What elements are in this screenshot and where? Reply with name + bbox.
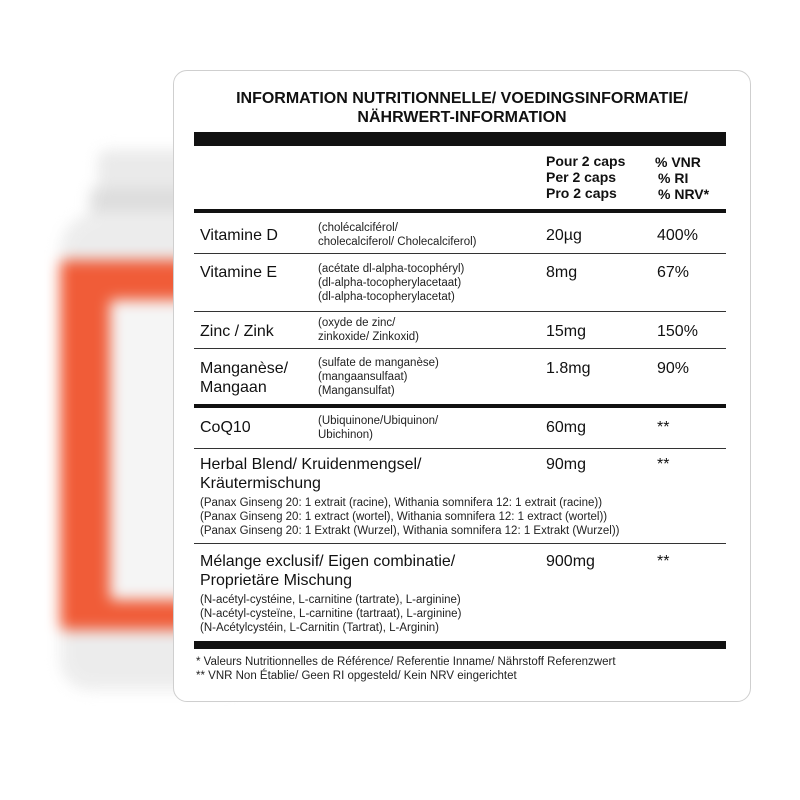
row-sub: (sulfate de manganèse) bbox=[318, 357, 439, 369]
row-sub: (mangaansulfaat) bbox=[318, 371, 408, 383]
row-amount: 60mg bbox=[546, 419, 587, 436]
row-amount: 900mg bbox=[546, 553, 595, 570]
header-pct-fr: % VNR bbox=[655, 154, 701, 170]
row-percent: ** bbox=[657, 419, 670, 436]
header-per-de: Pro 2 caps bbox=[546, 185, 617, 201]
row-sub: (cholécalciférol/ bbox=[318, 222, 398, 234]
bottom-rule bbox=[194, 641, 726, 649]
top-rule bbox=[194, 132, 726, 146]
panel-title bbox=[194, 89, 730, 127]
row-amount: 8mg bbox=[546, 264, 578, 281]
row-name: Herbal Blend/ Kruidenmengsel/ bbox=[200, 456, 422, 473]
row-percent: 90% bbox=[657, 360, 690, 377]
row-name: Kräutermischung bbox=[200, 475, 321, 492]
row-note: (Panax Ginseng 20: 1 extract (wortel), Withania somnifera 12: 1 extract (wortel)) bbox=[200, 511, 608, 523]
footnote: ** VNR Non Établie/ Geen RI opgesteld/ Kein NRV eingerichtet bbox=[196, 670, 517, 682]
row-percent: 400% bbox=[657, 227, 698, 244]
row-percent: 67% bbox=[657, 264, 690, 281]
section-rule bbox=[194, 404, 726, 408]
row-name: Manganèse/ bbox=[200, 360, 289, 377]
title-line-1: INFORMATION NUTRITIONNELLE/ VOEDINGSINFORMATIE/ bbox=[236, 90, 688, 107]
row-sub: (oxyde de zinc/ bbox=[318, 317, 396, 329]
header-pct-nl: % RI bbox=[658, 170, 689, 186]
row-percent: ** bbox=[657, 456, 670, 473]
row-name: Vitamine D bbox=[200, 227, 278, 244]
row-amount: 90mg bbox=[546, 456, 587, 473]
row-name: CoQ10 bbox=[200, 419, 251, 436]
row-sub: (Mangansulfat) bbox=[318, 385, 395, 397]
row-note: (Panax Ginseng 20: 1 Extrakt (Wurzel), Withania somnifera 12: 1 Extrakt (Wurzel)) bbox=[200, 525, 620, 537]
row-sub: (acétate dl-alpha-tocophéryl) bbox=[318, 263, 465, 275]
row-sub: cholecalciferol/ Cholecalciferol) bbox=[318, 236, 477, 248]
row-note: (N-Acétylcystéin, L-Carnitin (Tartrat), L-Arginin) bbox=[200, 622, 440, 634]
row-divider bbox=[194, 348, 726, 349]
row-sub: Ubichinon) bbox=[318, 429, 373, 441]
row-note: (N-acétyl-cysteïne, L-carnitine (tartraat), L-arginine) bbox=[200, 608, 462, 620]
row-percent: ** bbox=[657, 553, 670, 570]
header-rule bbox=[194, 209, 726, 213]
row-divider bbox=[194, 448, 726, 449]
row-divider bbox=[194, 253, 726, 254]
row-name: Proprietäre Mischung bbox=[200, 572, 353, 589]
nutrition-panel bbox=[173, 70, 751, 702]
row-note: (N-acétyl-cystéine, L-carnitine (tartrate), L-arginine) bbox=[200, 594, 461, 606]
header-per-nl: Per 2 caps bbox=[546, 169, 617, 185]
row-name: Mélange exclusif/ Eigen combinatie/ bbox=[200, 553, 456, 570]
row-amount: 20µg bbox=[546, 227, 582, 244]
title-line-2: NÄHRWERT-INFORMATION bbox=[357, 109, 567, 126]
row-divider bbox=[194, 311, 726, 312]
row-name: Mangaan bbox=[200, 379, 267, 396]
row-name: Vitamine E bbox=[200, 264, 278, 281]
row-amount: 15mg bbox=[546, 323, 587, 340]
row-sub: (dl-alpha-tocopherylacetat) bbox=[318, 291, 455, 303]
row-sub: (dl-alpha-tocopherylacetaat) bbox=[318, 277, 462, 289]
row-note: (Panax Ginseng 20: 1 extrait (racine), Withania somnifera 12: 1 extrait (racine)) bbox=[200, 497, 603, 509]
row-sub: (Ubiquinone/Ubiquinon/ bbox=[318, 415, 439, 427]
row-percent: 150% bbox=[657, 323, 698, 340]
row-divider bbox=[194, 543, 726, 544]
row-name: Zinc / Zink bbox=[200, 323, 274, 340]
row-sub: zinkoxide/ Zinkoxid) bbox=[318, 331, 419, 343]
header-per-fr: Pour 2 caps bbox=[546, 153, 626, 169]
row-amount: 1.8mg bbox=[546, 360, 591, 377]
header-pct-de: % NRV* bbox=[658, 186, 710, 202]
footnote: * Valeurs Nutritionnelles de Référence/ Referentie Inname/ Nährstoff Referenzwert bbox=[196, 656, 616, 668]
